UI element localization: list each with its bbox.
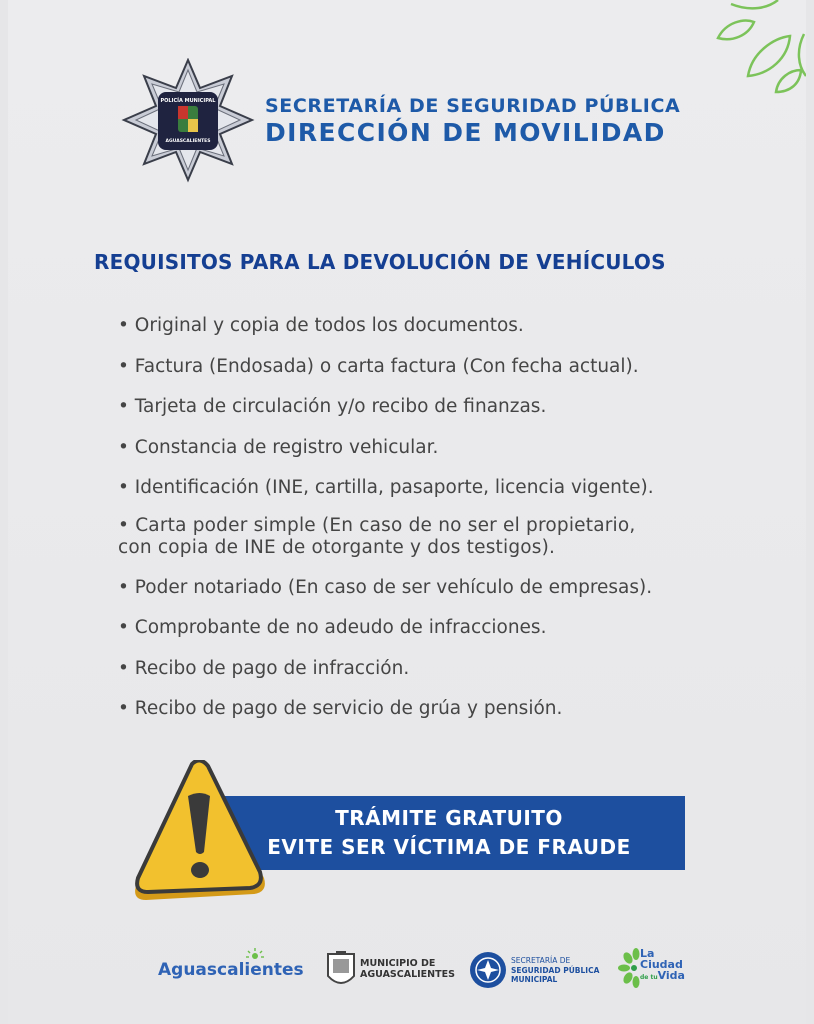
requirement-item: • Factura (Endosada) o carta factura (Con fecha actual). [118, 355, 639, 377]
requirement-item: • Tarjeta de circulación y/o recibo de finanzas. [118, 396, 547, 417]
requirement-item: • Recibo de pago de infracción. [118, 657, 410, 679]
ssp-line-2: SEGURIDAD PÚBLICA [511, 965, 600, 975]
ciudad-de-tu-vida-logo [640, 948, 685, 983]
requirement-item: • Original y copia de todos los documentos. [118, 315, 524, 336]
cdv-small: de tu [640, 974, 658, 981]
banner-line-1: TRÁMITE GRATUITO [335, 806, 563, 830]
header-secretaria: SECRETARÍA DE SEGURIDAD PÚBLICA [265, 95, 681, 117]
requirement-item: • Comprobante de no adeudo de infracciones. [118, 617, 547, 638]
requirement-item: • Constancia de registro vehicular. [118, 436, 439, 458]
requirements-list [118, 312, 654, 736]
cdv-line-2: Ciudad [640, 958, 683, 971]
municipio-line-2: AGUASCALIENTES [360, 969, 455, 980]
requirement-item: • Poder notariado (En caso de ser vehículo de empresas). [118, 576, 653, 598]
badge-bottom-text: AGUASCALIENTES [165, 139, 211, 144]
municipio-line-1: MUNICIPIO DE [360, 958, 436, 969]
banner-line-2: EVITE SER VÍCTIMA DE FRAUDE [267, 835, 631, 859]
requirement-item: • Identificación (INE, cartilla, pasaporte, licencia vigente). [118, 477, 654, 498]
cdv-line-3 [640, 970, 685, 983]
requirement-line: con copia de INE de otorgante y dos testigos). [118, 536, 556, 558]
aguascalientes-logo: Aguascalientes [158, 960, 304, 980]
footer-logos [8, 938, 806, 1008]
municipal-shield-icon [326, 950, 356, 990]
requirement-item [118, 515, 654, 574]
ssp-line-3: MUNICIPAL [511, 975, 558, 984]
requirement-item: • Recibo de pago de servicio de grúa y pensión. [118, 698, 563, 719]
requirement-line: • Carta poder simple (En caso de no ser el propietario, [118, 514, 636, 536]
header-direccion: DIRECCIÓN DE MOVILIDAD [265, 118, 666, 147]
poster [8, 0, 806, 1024]
cdv-vida: Vida [657, 969, 685, 982]
ssp-line-1: SECRETARÍA DE [511, 956, 571, 965]
ssp-emblem-icon [469, 951, 507, 989]
municipio-logo-text [360, 958, 455, 980]
free-procedure-banner [213, 796, 685, 870]
warning-icon [130, 760, 270, 906]
police-badge-icon [120, 58, 256, 184]
document-title: REQUISITOS PARA LA DEVOLUCIÓN DE VEHÍCULOS [94, 250, 666, 274]
header [265, 95, 680, 147]
badge-top-text: POLICÍA MUNICIPAL [160, 98, 216, 104]
cdv-line-1: La [640, 947, 655, 960]
ssp-logo-text [511, 956, 599, 985]
